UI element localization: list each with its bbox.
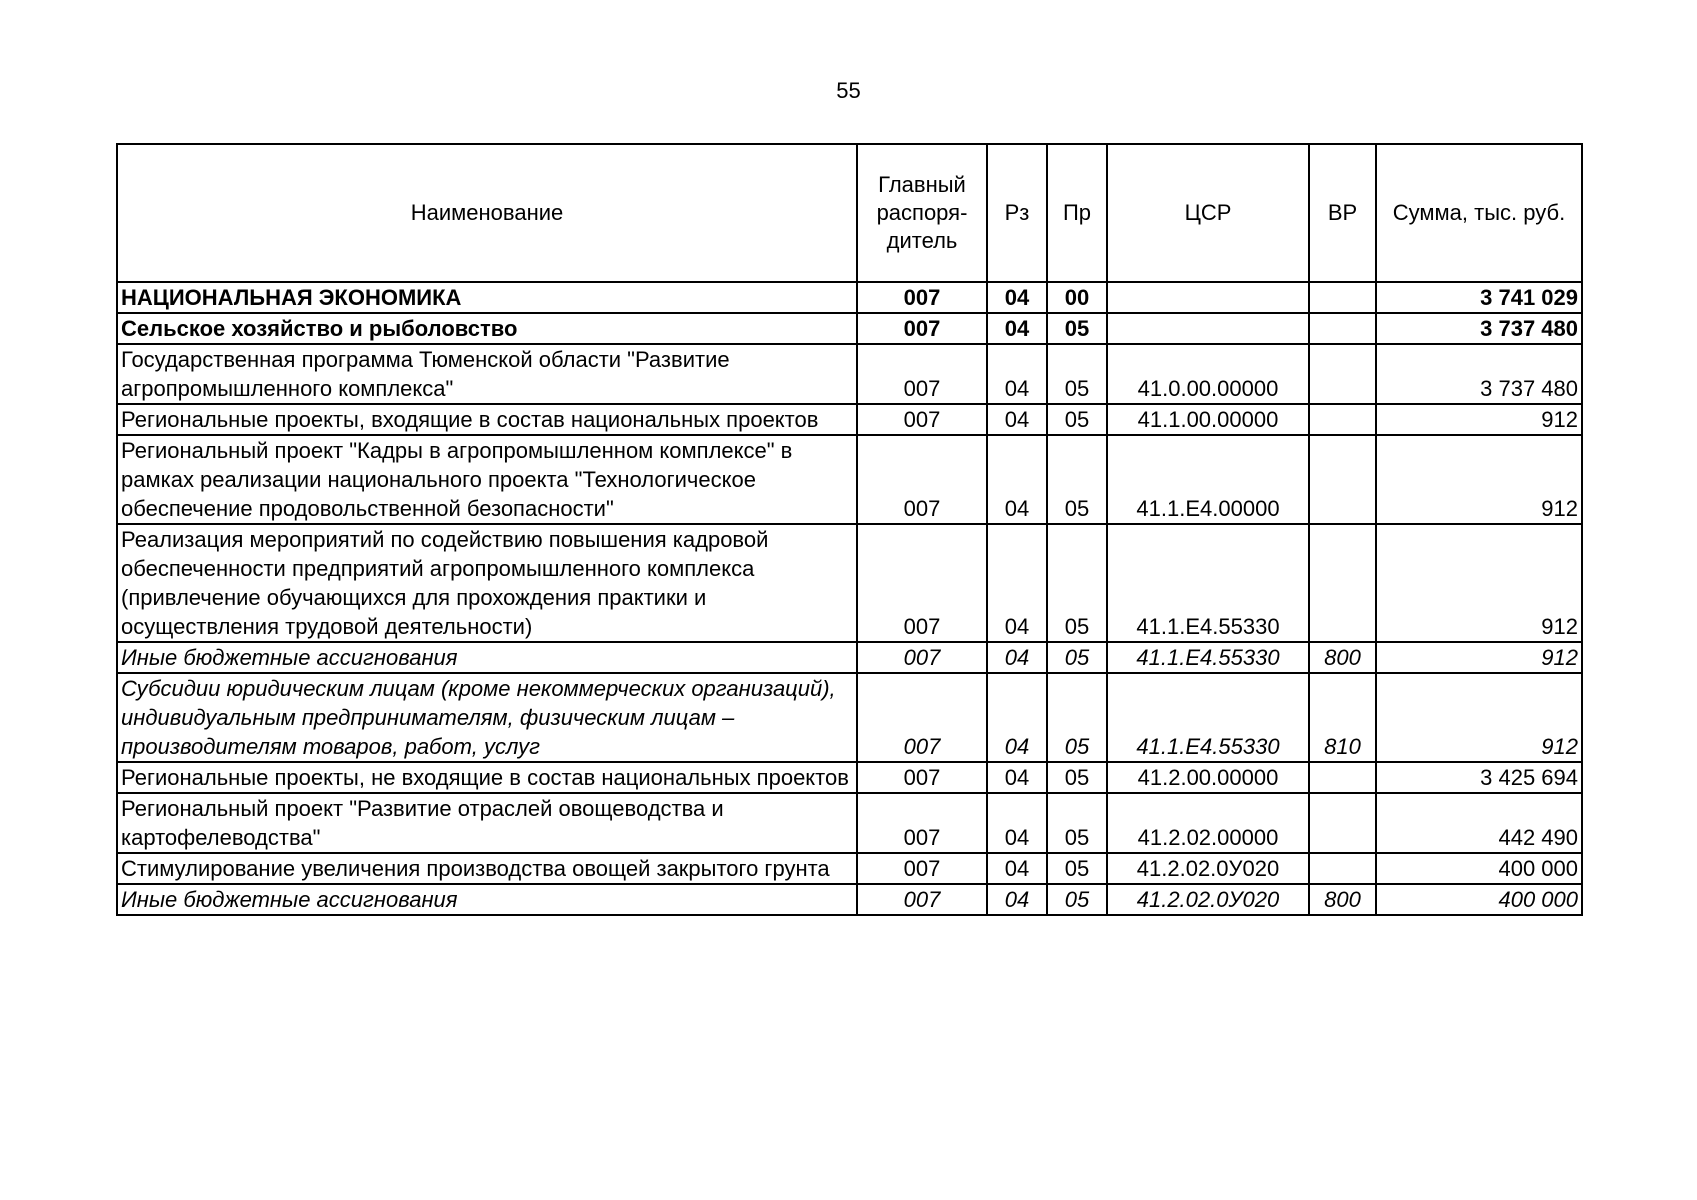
cell-grbs: 007 [857,404,987,435]
cell-pr: 05 [1047,404,1107,435]
budget-table [116,143,1583,916]
table-row [117,344,1582,404]
cell-pr: 05 [1047,435,1107,524]
cell-vr [1309,435,1376,524]
cell-grbs: 007 [857,313,987,344]
cell-rz: 04 [987,313,1047,344]
cell-grbs: 007 [857,884,987,915]
header-sum: Сумма, тыс. руб. [1376,144,1582,282]
cell-pr: 05 [1047,524,1107,642]
cell-sum: 912 [1376,404,1582,435]
cell-csr: 41.1.Е4.55330 [1107,642,1309,673]
cell-csr: 41.1.Е4.55330 [1107,524,1309,642]
cell-name: Региональные проекты, входящие в состав национальных проектов [117,404,857,435]
cell-sum: 912 [1376,524,1582,642]
cell-pr: 05 [1047,344,1107,404]
cell-pr: 05 [1047,793,1107,853]
cell-rz: 04 [987,673,1047,762]
cell-vr [1309,762,1376,793]
cell-rz: 04 [987,344,1047,404]
cell-sum: 400 000 [1376,884,1582,915]
cell-name: Реализация мероприятий по содействию повышения кадровой обеспеченности предприятий агропромышленного комплекса (привлечение обучающихся для прохождения практики и осуществления трудовой деятельности) [117,524,857,642]
page-number: 55 [836,78,861,103]
table-row [117,524,1582,642]
header-csr: ЦСР [1107,144,1309,282]
cell-pr: 00 [1047,282,1107,313]
cell-csr: 41.2.00.00000 [1107,762,1309,793]
header-name: Наименование [117,144,857,282]
cell-rz: 04 [987,853,1047,884]
cell-sum: 3 737 480 [1376,344,1582,404]
table-row [117,404,1582,435]
cell-name: Стимулирование увеличения производства овощей закрытого грунта [117,853,857,884]
header-rz: Рз [987,144,1047,282]
cell-vr [1309,282,1376,313]
table-row [117,673,1582,762]
cell-name: НАЦИОНАЛЬНАЯ ЭКОНОМИКА [117,282,857,313]
cell-grbs: 007 [857,524,987,642]
table-row [117,884,1582,915]
header-pr: Пр [1047,144,1107,282]
cell-rz: 04 [987,435,1047,524]
table-row [117,435,1582,524]
cell-rz: 04 [987,884,1047,915]
header-row [117,144,1582,282]
cell-grbs: 007 [857,344,987,404]
cell-pr: 05 [1047,673,1107,762]
cell-grbs: 007 [857,853,987,884]
cell-sum: 3 425 694 [1376,762,1582,793]
cell-name: Иные бюджетные ассигнования [117,884,857,915]
cell-name: Государственная программа Тюменской области "Развитие агропромышленного комплекса" [117,344,857,404]
cell-grbs: 007 [857,282,987,313]
cell-pr: 05 [1047,642,1107,673]
cell-name: Субсидии юридическим лицам (кроме некоммерческих организаций), индивидуальным предпринимателям, физическим лицам – производителям товаров, работ, услуг [117,673,857,762]
cell-vr: 800 [1309,642,1376,673]
header-vr: ВР [1309,144,1376,282]
cell-sum: 912 [1376,435,1582,524]
table-row [117,642,1582,673]
cell-sum: 912 [1376,673,1582,762]
cell-csr: 41.1.Е4.55330 [1107,673,1309,762]
cell-vr [1309,524,1376,642]
cell-csr: 41.2.02.0У020 [1107,884,1309,915]
cell-grbs: 007 [857,762,987,793]
table-row [117,313,1582,344]
cell-vr [1309,313,1376,344]
cell-pr: 05 [1047,884,1107,915]
table-row [117,853,1582,884]
cell-sum: 3 741 029 [1376,282,1582,313]
cell-vr [1309,344,1376,404]
cell-vr: 810 [1309,673,1376,762]
cell-sum: 442 490 [1376,793,1582,853]
cell-rz: 04 [987,793,1047,853]
cell-csr: 41.2.02.0У020 [1107,853,1309,884]
cell-csr: 41.1.Е4.00000 [1107,435,1309,524]
cell-name: Региональный проект "Кадры в агропромышленном комплексе" в рамках реализации национального проекта "Технологическое обеспечение продовольственной безопасности" [117,435,857,524]
cell-vr [1309,793,1376,853]
cell-csr: 41.1.00.00000 [1107,404,1309,435]
table-row [117,282,1582,313]
cell-pr: 05 [1047,762,1107,793]
cell-csr [1107,313,1309,344]
header-grbs: Главный распоря-дитель [857,144,987,282]
cell-rz: 04 [987,524,1047,642]
cell-pr: 05 [1047,853,1107,884]
cell-grbs: 007 [857,642,987,673]
cell-sum: 3 737 480 [1376,313,1582,344]
cell-csr [1107,282,1309,313]
cell-vr [1309,404,1376,435]
cell-csr: 41.2.02.00000 [1107,793,1309,853]
cell-name: Иные бюджетные ассигнования [117,642,857,673]
cell-rz: 04 [987,404,1047,435]
cell-rz: 04 [987,762,1047,793]
cell-rz: 04 [987,642,1047,673]
table-row [117,793,1582,853]
cell-grbs: 007 [857,435,987,524]
cell-vr [1309,853,1376,884]
cell-sum: 912 [1376,642,1582,673]
cell-sum: 400 000 [1376,853,1582,884]
cell-name: Региональные проекты, не входящие в состав национальных проектов [117,762,857,793]
cell-rz: 04 [987,282,1047,313]
cell-grbs: 007 [857,793,987,853]
cell-vr: 800 [1309,884,1376,915]
cell-csr: 41.0.00.00000 [1107,344,1309,404]
cell-name: Сельское хозяйство и рыболовство [117,313,857,344]
table-row [117,762,1582,793]
cell-name: Региональный проект "Развитие отраслей овощеводства и картофелеводства" [117,793,857,853]
cell-grbs: 007 [857,673,987,762]
cell-pr: 05 [1047,313,1107,344]
